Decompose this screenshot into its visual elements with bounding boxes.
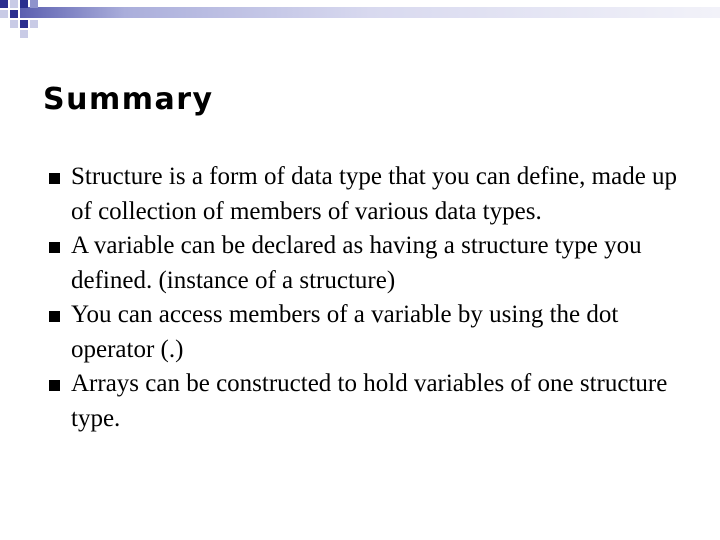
- header-square: [30, 0, 38, 8]
- header-square: [0, 0, 8, 8]
- header-square: [10, 0, 18, 8]
- header-square: [20, 0, 28, 8]
- header-gradient-strip: [20, 7, 720, 18]
- header-square: [10, 20, 18, 28]
- square-bullet-icon: [49, 380, 60, 391]
- bullet-text: You can access members of a variable by using the dot operator (.): [71, 301, 619, 363]
- slide-title: Summary: [43, 82, 214, 117]
- bullet-text: Arrays can be constructed to hold variables of one structure type.: [71, 370, 668, 432]
- bullet-item: [45, 160, 685, 229]
- bullet-item: [45, 229, 685, 298]
- header-square: [0, 10, 8, 18]
- square-bullet-icon: [49, 311, 60, 322]
- header-square: [20, 30, 28, 38]
- header-square: [20, 20, 28, 28]
- bullet-item: [45, 298, 685, 367]
- square-bullet-icon: [49, 173, 60, 184]
- header-square: [30, 20, 38, 28]
- square-bullet-icon: [49, 242, 60, 253]
- bullet-list: [45, 160, 685, 436]
- bullet-text: Structure is a form of data type that you can define, made up of collection of members of various data types.: [71, 163, 678, 225]
- bullet-item: [45, 367, 685, 436]
- bullet-text: A variable can be declared as having a structure type you defined. (instance of a structure): [71, 232, 642, 294]
- decorative-header-band: [0, 0, 720, 46]
- header-square: [10, 10, 18, 18]
